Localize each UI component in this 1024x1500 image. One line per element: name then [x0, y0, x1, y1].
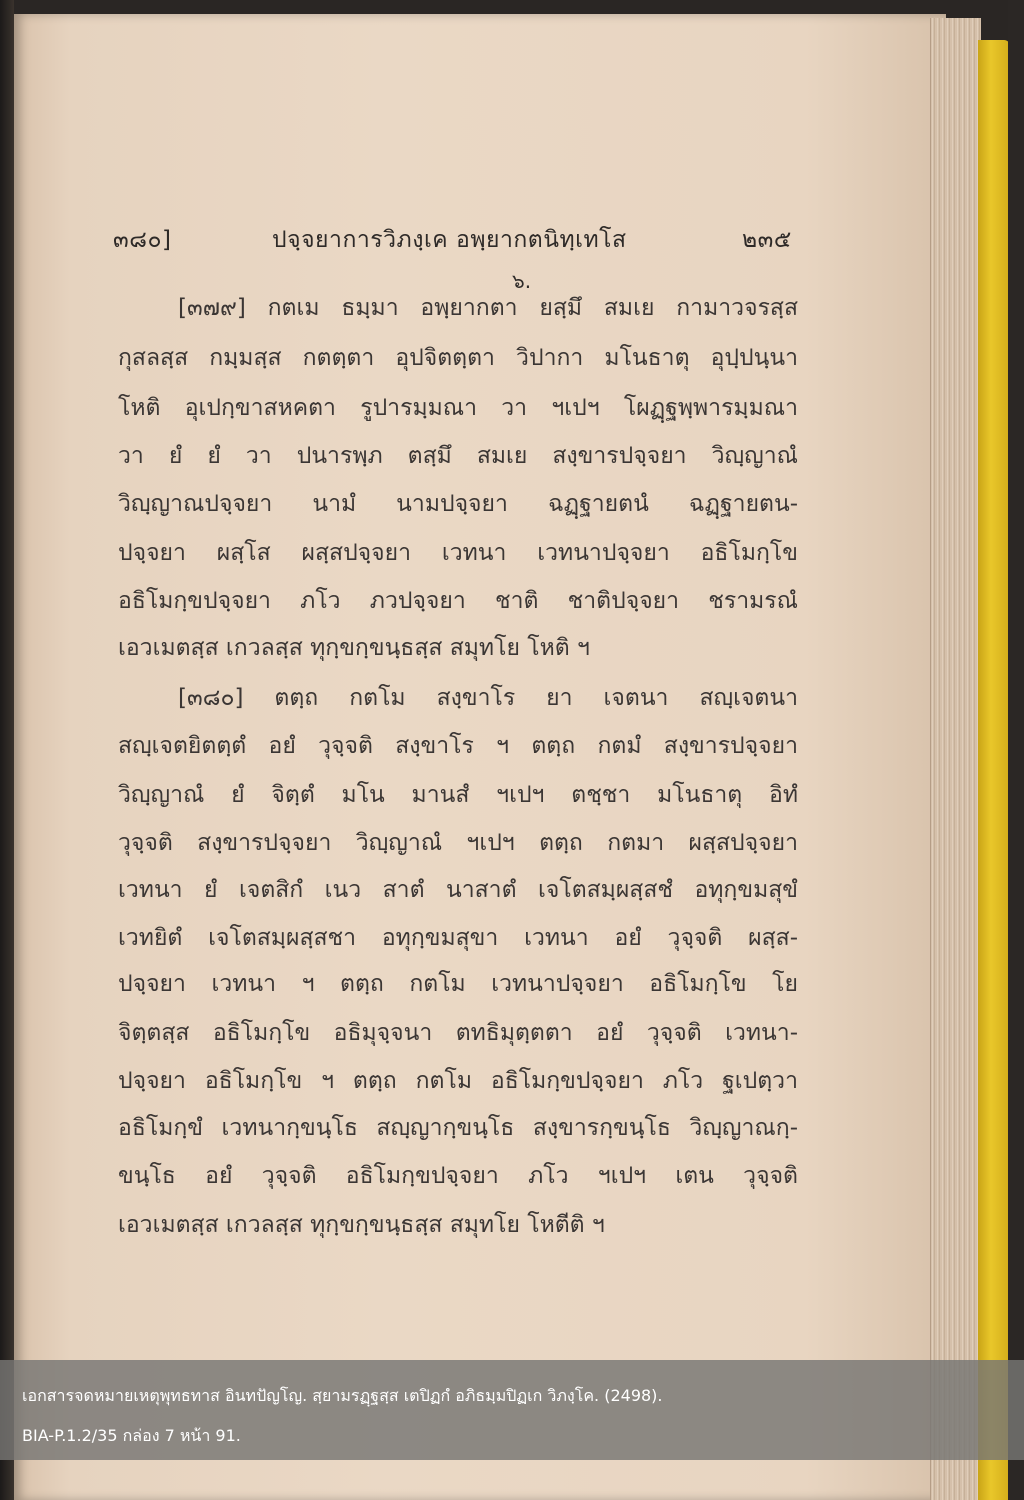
body-line: [๓๘๐] ตตฺถ กตโม สงฺขาโร ยา เจตนา สญฺเจตนา	[178, 685, 798, 711]
page-edges	[930, 18, 981, 1500]
book-cover-edge	[978, 40, 1010, 1500]
body-line: ปจฺจยา ผสฺโส ผสฺสปจฺจยา เวทนา เวทนาปจฺจยา อธิโมกฺโข	[118, 540, 798, 566]
body-line: เวทนา ยํ เจตสิกํ เนว สาตํ นาสาตํ เจโตสมฺผสฺสชํ อทุกฺขมสุขํ	[118, 877, 798, 903]
body-line: โหติ อุเปกฺขาสหคตา รูปารมฺมณา วา ฯเปฯ โผฏฺฐพฺพารมฺมณา	[118, 395, 798, 421]
scan-right-edge	[1008, 0, 1024, 1500]
caption-reference: BIA-P.1.2/35 กล่อง 7 หน้า 91.	[22, 1426, 241, 1445]
body-line: ขนฺโธ อยํ วุจฺจติ อธิโมกฺขปจฺจยา ภโว ฯเปฯ เตน วุจฺจติ	[118, 1163, 798, 1189]
header-section-number: ๓๘๐]	[113, 227, 172, 253]
body-line: วา ยํ ยํ วา ปนารพฺภ ตสฺมึ สมเย สงฺขารปจฺจยา วิญฺญาณํ	[118, 443, 798, 469]
body-line: วิญฺญาณํ ยํ จิตฺตํ มโน มานสํ ฯเปฯ ตชฺชา มโนธาตุ อิทํ	[118, 782, 798, 808]
header-title: ปจฺจยาการวิภงฺเค อพฺยากตนิทฺเทโส	[272, 227, 627, 253]
body-line: เอวเมตสฺส เกวลสฺส ทุกฺขกฺขนฺธสฺส สมุทโย โหตีติ ฯ	[118, 1212, 605, 1238]
body-line: ปจฺจยา เวทนา ฯ ตตฺถ กตโม เวทนาปจฺจยา อธิโมกฺโข โย	[118, 971, 798, 997]
body-line: อธิโมกฺขปจฺจยา ภโว ภวปจฺจยา ชาติ ชาติปจฺจยา ชรามรณํ	[118, 588, 798, 614]
scan-left-edge	[0, 0, 14, 1500]
body-line: วิญฺญาณปจฺจยา นามํ นามปจฺจยา ฉฏฺฐายตนํ ฉฏฺฐายตน-	[118, 491, 798, 517]
body-line: วุจฺจติ สงฺขารปจฺจยา วิญฺญาณํ ฯเปฯ ตตฺถ กตมา ผสฺสปจฺจยา	[118, 830, 798, 856]
body-line: เอวเมตสฺส เกวลสฺส ทุกฺขกฺขนฺธสฺส สมุทโย โหติ ฯ	[118, 635, 590, 661]
body-line: กุสลสฺส กมฺมสฺส กตตฺตา อุปจิตตฺตา วิปากา มโนธาตุ อุปฺปนฺนา	[118, 345, 798, 371]
body-line: สญฺเจตยิตตฺตํ อยํ วุจฺจติ สงฺขาโร ฯ ตตฺถ กตมํ สงฺขารปจฺจยา	[118, 733, 798, 759]
caption-source: เอกสารจดหมายเหตุพุทธทาส อินทปัญโญ. สฺยามรฏฺฐสฺส เตปิฏกํ อภิธมฺมปิฏเก วิภงฺโค. (2498).	[22, 1386, 663, 1405]
body-line: จิตฺตสฺส อธิโมกฺโข อธิมุจฺจนา ตทธิมุตฺตตา อยํ วุจฺจติ เวทนา-	[118, 1020, 798, 1046]
image-caption	[0, 1360, 1024, 1460]
body-line: [๓๗๙] กตเม ธมฺมา อพฺยากตา ยสฺมึ สมเย กามาวจรสฺส	[178, 295, 798, 321]
body-line: อธิโมกฺขํ เวทนากฺขนฺโธ สญฺญากฺขนฺโธ สงฺขารกฺขนฺโธ วิญฺญาณกฺ-	[118, 1115, 798, 1141]
body-line: เวทยิตํ เจโตสมฺผสฺสชา อทุกฺขมสุขา เวทนา อยํ วุจฺจติ ผสฺส-	[118, 925, 798, 951]
header-page-number: ๒๓๕	[742, 227, 792, 253]
body-line: ปจฺจยา อธิโมกฺโข ฯ ตตฺถ กตโม อธิโมกฺขปจฺจยา ภโว ฐเปตฺวา	[118, 1068, 798, 1094]
page-mark: ๖.	[512, 269, 532, 293]
